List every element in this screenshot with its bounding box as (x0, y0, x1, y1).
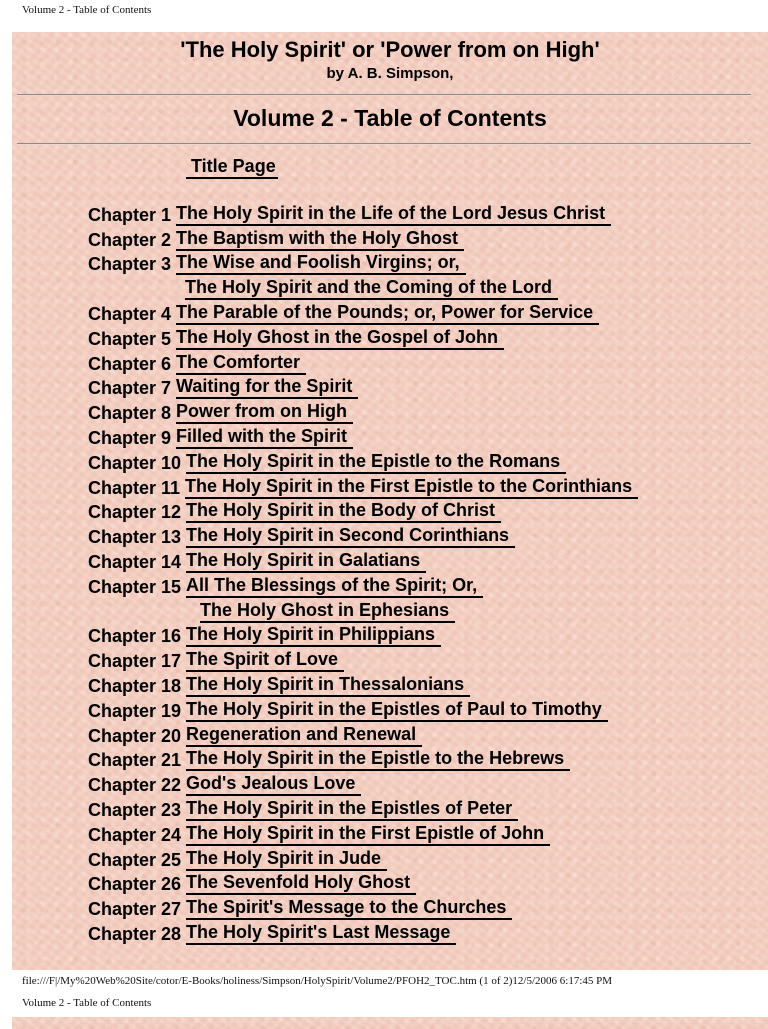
chapter-link-continuation[interactable]: The Holy Spirit and the Coming of the Lord (185, 276, 558, 300)
book-title: 'The Holy Spirit' or 'Power from on High' (180, 37, 600, 62)
chapter-link[interactable]: The Comforter (176, 351, 306, 375)
file-path-footer: file:///F|/My%20Web%20Site/cotor/E-Books/holiness/Simpson/HolySpirit/Volume2/PFOH2_TOC.htm (1 of 2)12/5/2006 6:17:45 PM (22, 975, 613, 987)
chapter-row-continuation (88, 598, 638, 623)
chapter-link[interactable]: The Holy Spirit in Second Corinthians (186, 524, 515, 548)
table-of-contents (88, 155, 638, 945)
chapter-row (88, 201, 638, 226)
chapter-link[interactable]: The Spirit of Love (186, 648, 344, 672)
chapter-row (88, 697, 638, 722)
chapter-number: Chapter 23 (88, 799, 182, 820)
chapter-row (88, 325, 638, 350)
chapter-link[interactable]: The Wise and Foolish Virgins; or, (176, 251, 466, 275)
chapter-row (88, 895, 638, 920)
divider (17, 94, 751, 96)
chapter-list (88, 201, 638, 945)
chapter-row-continuation (88, 275, 638, 300)
chapter-number: Chapter 7 (88, 378, 172, 399)
chapter-row (88, 424, 638, 449)
chapter-row (88, 722, 638, 747)
chapter-link[interactable]: All The Blessings of the Spirit; Or, (186, 574, 483, 598)
chapter-row (88, 399, 638, 424)
chapter-row (88, 871, 638, 896)
title-page-link[interactable]: Title Page (186, 155, 278, 179)
chapter-number: Chapter 11 (88, 477, 181, 498)
chapter-link[interactable]: The Holy Ghost in the Gospel of John (176, 326, 504, 350)
chapter-link[interactable]: The Holy Spirit in the Epistle to the Hebrews (186, 747, 570, 771)
chapter-number: Chapter 8 (88, 403, 172, 424)
chapter-row (88, 449, 638, 474)
chapter-row (88, 573, 638, 598)
chapter-number: Chapter 18 (88, 675, 182, 696)
chapter-number: Chapter 17 (88, 651, 182, 672)
chapter-link[interactable]: The Holy Spirit in Jude (186, 847, 387, 871)
page-header-repeat: Volume 2 - Table of Contents (22, 997, 152, 1009)
chapter-link[interactable]: Power from on High (176, 400, 353, 424)
divider (17, 143, 751, 145)
chapter-link[interactable]: The Holy Spirit in the First Epistle to the Corinthians (185, 475, 638, 499)
chapter-row (88, 251, 638, 276)
chapter-number: Chapter 24 (88, 824, 182, 845)
chapter-row (88, 226, 638, 251)
chapter-number: Chapter 20 (88, 725, 182, 746)
chapter-number: Chapter 25 (88, 849, 182, 870)
chapter-row (88, 350, 638, 375)
chapter-row (88, 647, 638, 672)
chapter-number: Chapter 9 (88, 427, 172, 448)
chapter-link-continuation[interactable]: The Holy Ghost in Ephesians (200, 599, 455, 623)
chapter-link[interactable]: The Sevenfold Holy Ghost (186, 871, 416, 895)
page-header: Volume 2 - Table of Contents (22, 4, 152, 16)
chapter-number: Chapter 10 (88, 452, 182, 473)
chapter-number: Chapter 12 (88, 502, 182, 523)
chapter-number: Chapter 5 (88, 328, 172, 349)
document-body (12, 32, 768, 970)
chapter-number: Chapter 19 (88, 700, 182, 721)
chapter-number: Chapter 27 (88, 899, 182, 920)
chapter-link[interactable]: The Holy Spirit in Philippians (186, 623, 441, 647)
chapter-row (88, 821, 638, 846)
chapter-number: Chapter 14 (88, 551, 182, 572)
chapter-row (88, 747, 638, 772)
chapter-link[interactable]: The Baptism with the Holy Ghost (176, 227, 464, 251)
chapter-link[interactable]: Filled with the Spirit (176, 425, 353, 449)
chapter-link[interactable]: The Parable of the Pounds; or, Power for Service (176, 301, 599, 325)
chapter-link[interactable]: The Holy Spirit in the Epistles of Peter (186, 797, 518, 821)
document-body-next (12, 1017, 768, 1029)
chapter-number: Chapter 26 (88, 874, 182, 895)
chapter-link[interactable]: Regeneration and Renewal (186, 723, 422, 747)
chapter-link[interactable]: The Holy Spirit's Last Message (186, 921, 456, 945)
chapter-number: Chapter 22 (88, 775, 182, 796)
chapter-row (88, 771, 638, 796)
chapter-link[interactable]: The Holy Spirit in Galatians (186, 549, 426, 573)
chapter-number: Chapter 13 (88, 527, 182, 548)
chapter-number: Chapter 4 (88, 303, 172, 324)
chapter-number: Chapter 16 (88, 626, 182, 647)
chapter-row (88, 920, 638, 945)
chapter-row (88, 375, 638, 400)
chapter-row (88, 523, 638, 548)
chapter-number: Chapter 6 (88, 353, 172, 374)
chapter-link[interactable]: Waiting for the Spirit (176, 375, 358, 399)
chapter-row (88, 623, 638, 648)
chapter-link[interactable]: The Holy Spirit in the Body of Christ (186, 499, 501, 523)
chapter-row (88, 672, 638, 697)
chapter-row (88, 796, 638, 821)
author-line: by A. B. Simpson, (326, 65, 454, 82)
volume-title: Volume 2 - Table of Contents (233, 105, 547, 131)
chapter-link[interactable]: The Holy Spirit in the First Epistle of John (186, 822, 550, 846)
chapter-number: Chapter 21 (88, 750, 182, 771)
chapter-link[interactable]: God's Jealous Love (186, 772, 361, 796)
chapter-row (88, 474, 638, 499)
chapter-link[interactable]: The Holy Spirit in the Life of the Lord Jesus Christ (176, 202, 611, 226)
chapter-link[interactable]: The Holy Spirit in the Epistle to the Romans (186, 450, 566, 474)
chapter-row (88, 300, 638, 325)
chapter-number: Chapter 28 (88, 923, 182, 944)
chapter-link[interactable]: The Holy Spirit in Thessalonians (186, 673, 470, 697)
chapter-number: Chapter 2 (88, 229, 172, 250)
chapter-number: Chapter 15 (88, 576, 182, 597)
chapter-number: Chapter 1 (88, 204, 172, 225)
chapter-link[interactable]: The Holy Spirit in the Epistles of Paul to Timothy (186, 698, 608, 722)
chapter-link[interactable]: The Spirit's Message to the Churches (186, 896, 512, 920)
chapter-row (88, 548, 638, 573)
chapter-row (88, 846, 638, 871)
chapter-number: Chapter 3 (88, 254, 172, 275)
chapter-row (88, 499, 638, 524)
